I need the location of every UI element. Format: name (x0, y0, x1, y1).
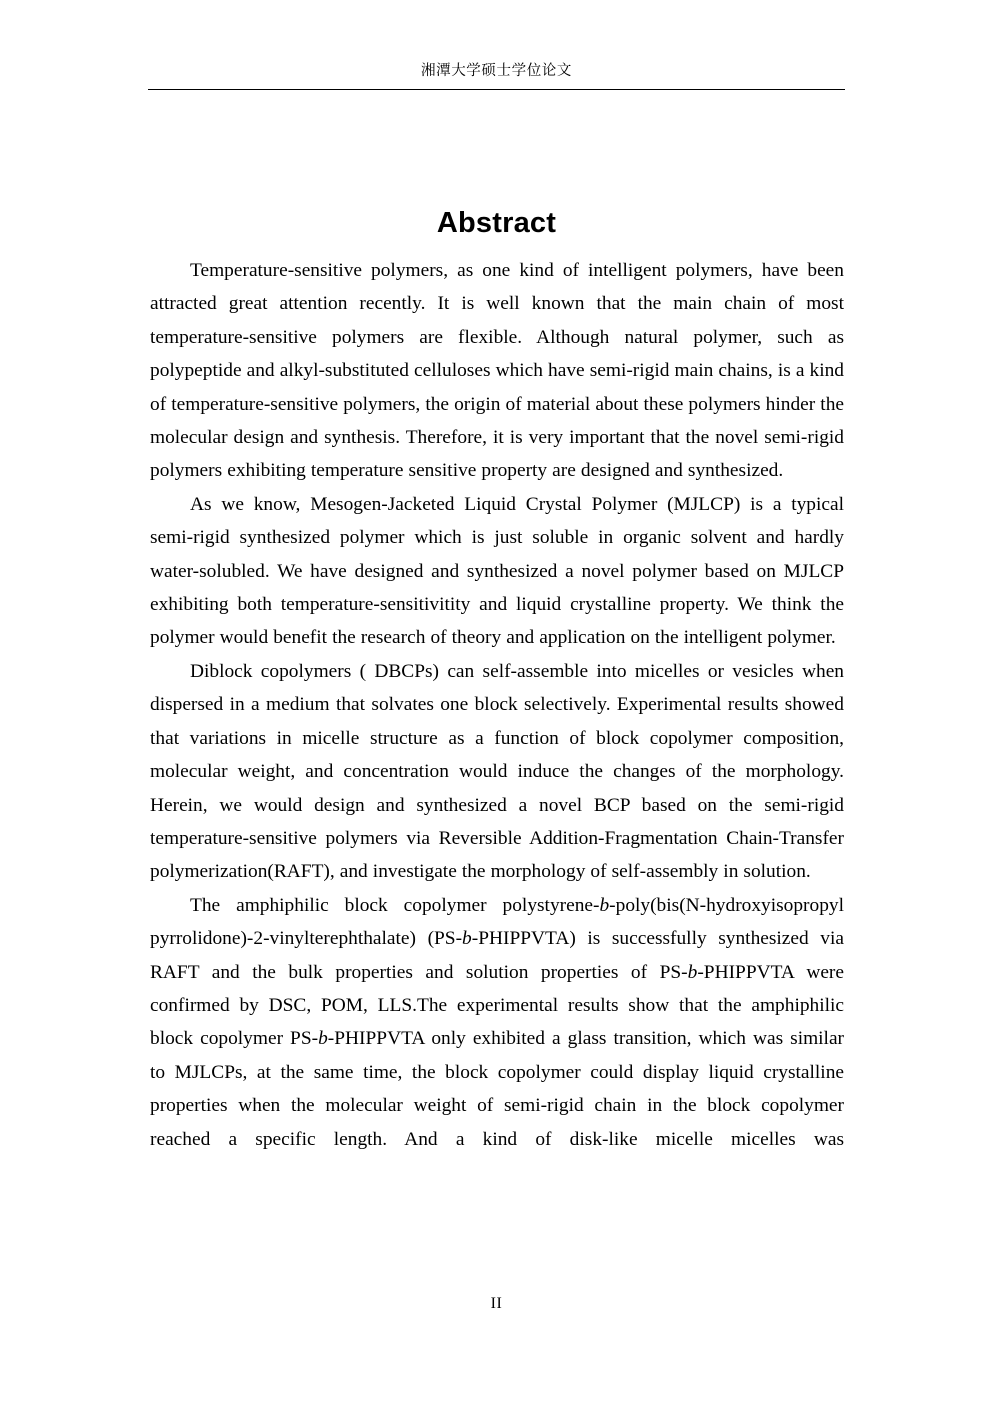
page-header (148, 60, 845, 98)
page-title: Abstract (436, 207, 557, 240)
paragraph-run: -PHIPPVTA only exhibited a glass transition, which was similar to MJLCPs, at the same time, the block copolymer could display liquid crystalline properties when the molecular weight of semi-rigid chain in the block copolymer reached a specific length. And a kind of disk-like micelle micelles was (150, 1028, 845, 1150)
paragraph-run: -PHIPPVTA were confirmed by DSC, POM, LLS.The experimental results show that the amphiphilic block copolymer PS- (150, 961, 844, 1050)
paragraph-4 (150, 889, 844, 1156)
header-divider (148, 89, 845, 90)
paragraph-run: -poly(bis(N-hydroxyisopropyl pyrrolidone)-2-vinylterephthalate) (PS- (150, 894, 844, 950)
paragraph-3: Diblock copolymers ( DBCPs) can self-assemble into micelles or vesicles when dispersed in a medium that solvates one block selectively. Experimental results showed that variations in micelle structure as a function of block copolymer composition, molecular weight, and concentration would induce the changes of the morphology. Herein, we would design and synthesized a novel BCP based on the semi-rigid temperature-sensitive polymers via Reversible Addition-Fragmentation Chain-Transfer polymerization(RAFT), and investigate the morphology of self-assembly in solution. (150, 660, 844, 883)
paragraph-1: Temperature-sensitive polymers, as one kind of intelligent polymers, have been attracted great attention recently. It is well known that the main chain of most temperature-sensitive polymers are flexible. Although natural polymer, such as polypeptide and alkyl-substituted celluloses which have semi-rigid main chains, is a kind of temperature-sensitive polymers, the origin of material about these polymers hinder the molecular design and synthesis. Therefore, it is very important that the novel semi-rigid polymers exhibiting temperature sensitive property are designed and synthesized. (150, 260, 844, 482)
running-title: 湘潭大学硕士学位论文 (421, 63, 572, 79)
block-copolymer-italic-marker: b (462, 928, 472, 950)
block-copolymer-italic-marker: b (599, 894, 610, 916)
paragraph-run: -PHIPPVTA) is successfully synthesized via RAFT and the bulk properties and solution properties of PS- (150, 928, 844, 983)
paragraph-2: As we know, Mesogen-Jacketed Liquid Crystal Polymer (MJLCP) is a typical semi-rigid synthesized polymer which is just soluble in organic solvent and hardly water-solubled. We have designed and synthesized a novel polymer based on MJLCP exhibiting both temperature-sensitivitity and liquid crystalline property. We think the polymer would benefit the research of theory and application on the intelligent polymer. (150, 493, 844, 649)
block-copolymer-italic-marker: b (318, 1028, 328, 1050)
block-copolymer-italic-marker: b (687, 961, 698, 983)
page-number: II (490, 1295, 503, 1312)
paragraph-run: The amphiphilic block copolymer polystyrene- (190, 894, 600, 916)
abstract-body (150, 254, 844, 1156)
